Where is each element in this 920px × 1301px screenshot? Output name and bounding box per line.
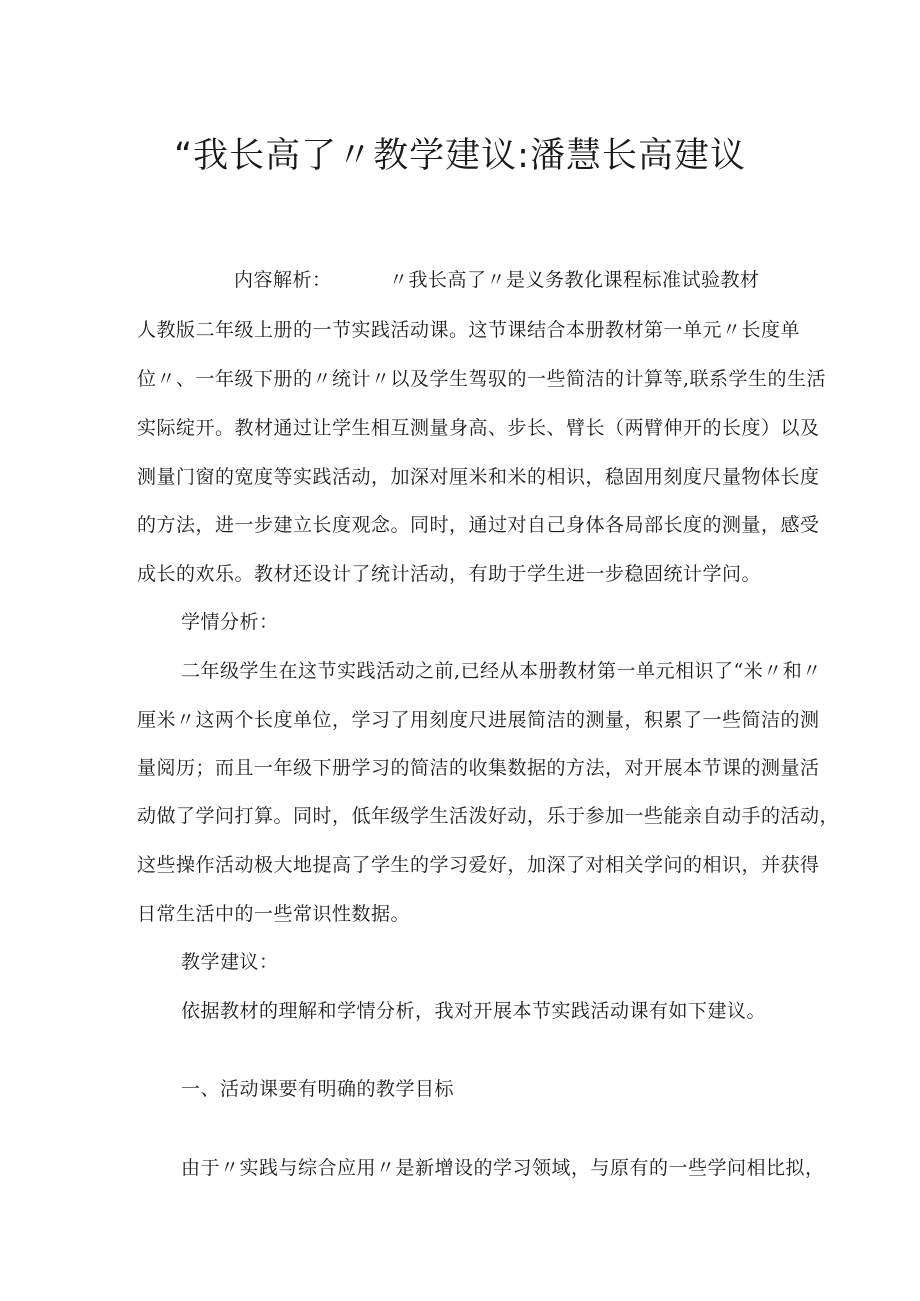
paragraph-line: 量阅历；而且一年级下册学习的简洁的收集数据的方法，对开展本节课的测量活: [137, 757, 820, 779]
paragraph-line: 依据教材的理解和学情分析，我对开展本节实践活动课有如下建议。: [181, 1000, 767, 1022]
paragraph-line: 日常生活中的一些常识性数据。: [137, 903, 411, 925]
paragraph-line: 厘米〃这两个长度单位，学习了用刻度尺进展简洁的测量，积累了一些简洁的测: [137, 709, 820, 731]
paragraph-line: 由于〃实践与综合应用〃是新增设的学习领域，与原有的一些学问相比拟，: [181, 1157, 825, 1179]
paragraph-line: 人教版二年级上册的一节实践活动课。这节课结合本册教材第一单元〃长度单: [137, 319, 801, 341]
paragraph-line: 动做了学问打算。同时，低年级学生活泼好动，乐于参加一些能亲自动手的活动，: [137, 805, 840, 827]
paragraph-line: 的方法，进一步建立长度观念。同时，通过对自己身体各局部长度的测量，感受: [137, 514, 820, 536]
section-label-learning-analysis: 学情分析：: [181, 611, 279, 633]
section-label-teaching-suggestion: 教学建议：: [181, 951, 279, 973]
paragraph-line: 二年级学生在这节实践活动之前,已经从本册教材第一单元相识了“米〃和〃: [181, 660, 822, 682]
paragraph-line: 位〃、一年级下册的〃统计〃以及学生驾驭的一些简洁的计算等,联系学生的生活: [137, 368, 827, 390]
paragraph-line: 这些操作活动极大地提高了学生的学习爱好，加深了对相关学问的相识，并获得: [137, 854, 820, 876]
paragraph-line: 实际绽开。教材通过让学生相互测量身高、步长、臂长（两臂伸开的长度）以及: [137, 417, 820, 439]
paragraph-line: 〃我长高了〃是义务教化课程标准试验教材: [389, 269, 760, 291]
paragraph-line: 成长的欢乐。教材还设计了统计活动，有助于学生进一步稳固统计学问。: [137, 563, 762, 585]
paragraph-line: 测量门窗的宽度等实践活动，加深对厘米和米的相识，稳固用刻度尺量物体长度: [137, 466, 820, 488]
section-heading: 一、活动课要有明确的教学目标: [181, 1078, 455, 1100]
section-label-content-analysis: 内容解析：: [234, 269, 332, 291]
page-title: “我长高了〃教学建议:潘慧长高建议: [174, 136, 746, 176]
